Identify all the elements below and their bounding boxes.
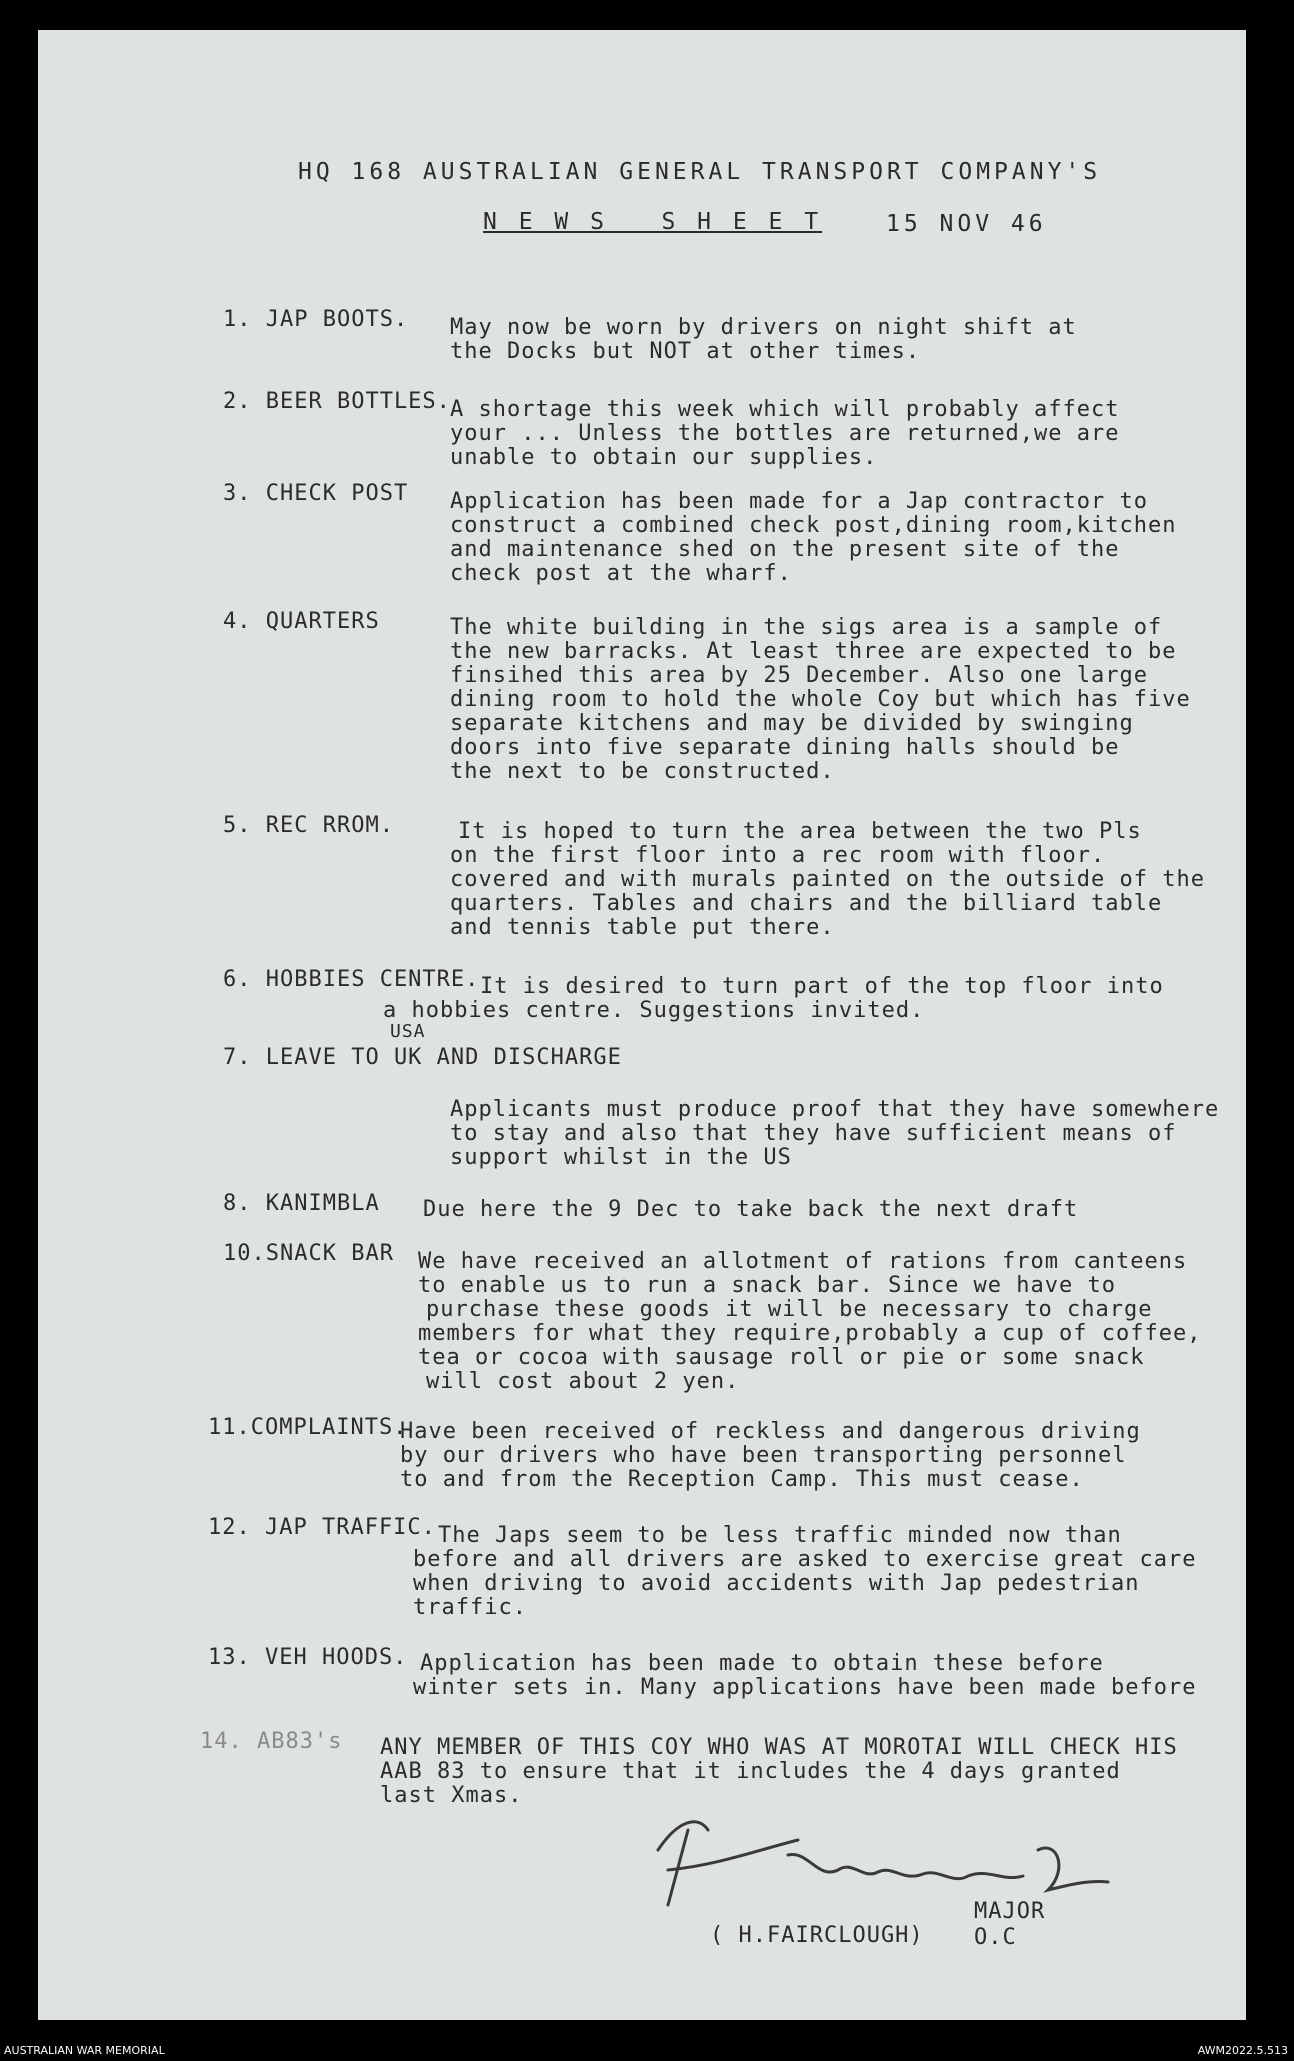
item-11-line-3: to and from the Reception Camp. This must cease. [400, 1467, 1084, 1492]
item-8-label: 8. KANIMBLA [223, 1191, 380, 1216]
signature-name: ( H.FAIRCLOUGH) [710, 1923, 924, 1948]
item-4-line-3: finsihed this area by 25 December. Also one large [450, 663, 1149, 688]
item-3-label: 3. CHECK POST [223, 481, 409, 506]
item-4-label: 4. QUARTERS [223, 609, 380, 634]
item-7-insert: USA [390, 1021, 426, 1042]
item-4-line-2: the new barracks. At least three are expected to be [450, 639, 1177, 664]
item-5-line-5: and tennis table put there. [450, 915, 835, 940]
footer-right-reference: AWM2022.5.513 [1197, 2044, 1288, 2057]
item-4-line-5: separate kitchens and may be divided by swinging [450, 711, 1134, 736]
item-11-line-2: by our drivers who have been transporting personnel [400, 1443, 1127, 1468]
item-14-line-2: AAB 83 to ensure that it includes the 4 days granted [380, 1759, 1121, 1784]
signature-role: O.C [974, 1925, 1017, 1950]
item-14-line-1: ANY MEMBER OF THIS COY WHO WAS AT MOROTAI WILL CHECK HIS [380, 1735, 1178, 1760]
item-7-line-1: Applicants must produce proof that they have somewhere [450, 1097, 1220, 1122]
item-5-line-2: on the first floor into a rec room with floor. [450, 843, 1106, 868]
item-7-line-2: to stay and also that they have sufficient means of [450, 1121, 1177, 1146]
signature-rank: MAJOR [974, 1899, 1046, 1924]
item-10-line-1: We have received an allotment of rations from canteens [418, 1249, 1188, 1274]
item-4-line-1: The white building in the sigs area is a sample of [450, 615, 1163, 640]
item-14-line-3: last Xmas. [380, 1783, 523, 1808]
item-10-line-5: tea or cocoa with sausage roll or pie or some snack [418, 1345, 1145, 1370]
item-8-line-1: Due here the 9 Dec to take back the next draft [423, 1197, 1079, 1222]
item-1-line-2: the Docks but NOT at other times. [450, 339, 921, 364]
item-12-label: 12. JAP TRAFFIC. [208, 1515, 436, 1540]
item-5-line-1: It is hoped to turn the area between the two Pls [458, 819, 1142, 844]
news-sheet-subtitle: N E W S S H E E T [483, 209, 823, 235]
document-sheet [38, 30, 1246, 2020]
item-10-line-3: purchase these goods it will be necessary to charge [426, 1297, 1153, 1322]
item-12-line-2: before and all drivers are asked to exercise great care [413, 1547, 1197, 1572]
item-13-label: 13. VEH HOODS. [208, 1645, 408, 1670]
item-7-label: 7. LEAVE TO UK AND DISCHARGE [223, 1045, 622, 1070]
item-6-line-1: It is desired to turn part of the top floor into [480, 974, 1164, 999]
handwritten-signature [638, 1810, 1198, 1920]
item-4-line-4: dining room to hold the whole Coy but which has five [450, 687, 1191, 712]
item-5-label: 5. REC RROM. [223, 813, 394, 838]
item-14-label: 14. AB83's [200, 1729, 343, 1754]
item-11-line-1: Have been received of reckless and dangerous driving [400, 1419, 1141, 1444]
item-7-line-3: support whilst in the US [450, 1145, 792, 1170]
news-sheet-title: HQ 168 AUSTRALIAN GENERAL TRANSPORT COMPANY'S [298, 159, 1102, 185]
item-2-label: 2. BEER BOTTLES. [223, 389, 451, 414]
item-4-line-6: doors into five separate dining halls should be [450, 735, 1120, 760]
item-3-line-4: check post at the wharf. [450, 561, 792, 586]
footer-left-credit: AUSTRALIAN WAR MEMORIAL [4, 2044, 165, 2057]
item-6-label: 6. HOBBIES CENTRE. [223, 967, 480, 992]
news-sheet-date: 15 NOV 46 [886, 211, 1047, 237]
item-2-line-1: A shortage this week which will probably affect [450, 397, 1120, 422]
item-6-line-2: a hobbies centre. Suggestions invited. [383, 998, 925, 1023]
item-5-line-4: quarters. Tables and chairs and the billiard table [450, 891, 1163, 916]
item-10-line-6: will cost about 2 yen. [426, 1369, 740, 1394]
item-4-line-7: the next to be constructed. [450, 759, 835, 784]
item-13-line-1: Application has been made to obtain these before [420, 1651, 1104, 1676]
item-3-line-1: Application has been made for a Jap contractor to [450, 489, 1149, 514]
item-12-line-4: traffic. [413, 1595, 527, 1620]
item-1-line-1: May now be worn by drivers on night shift at [450, 315, 1077, 340]
item-12-line-3: when driving to avoid accidents with Jap pedestrian [413, 1571, 1140, 1596]
item-13-line-2: winter sets in. Many applications have been made before [413, 1675, 1197, 1700]
item-1-label: 1. JAP BOOTS. [223, 307, 409, 332]
item-3-line-3: and maintenance shed on the present site of the [450, 537, 1120, 562]
item-10-label: 10.SNACK BAR [223, 1241, 394, 1266]
item-3-line-2: construct a combined check post,dining room,kitchen [450, 513, 1177, 538]
item-10-line-4: members for what they require,probably a cup of coffee, [418, 1321, 1202, 1346]
item-10-line-2: to enable us to run a snack bar. Since we have to [418, 1273, 1117, 1298]
item-11-label: 11.COMPLAINTS. [208, 1415, 408, 1440]
item-2-line-3: unable to obtain our supplies. [450, 445, 878, 470]
item-5-line-3: covered and with murals painted on the outside of the [450, 867, 1205, 892]
item-2-line-2: your ... Unless the bottles are returned,we are [450, 421, 1120, 446]
item-12-line-1: The Japs seem to be less traffic minded now than [438, 1523, 1122, 1548]
